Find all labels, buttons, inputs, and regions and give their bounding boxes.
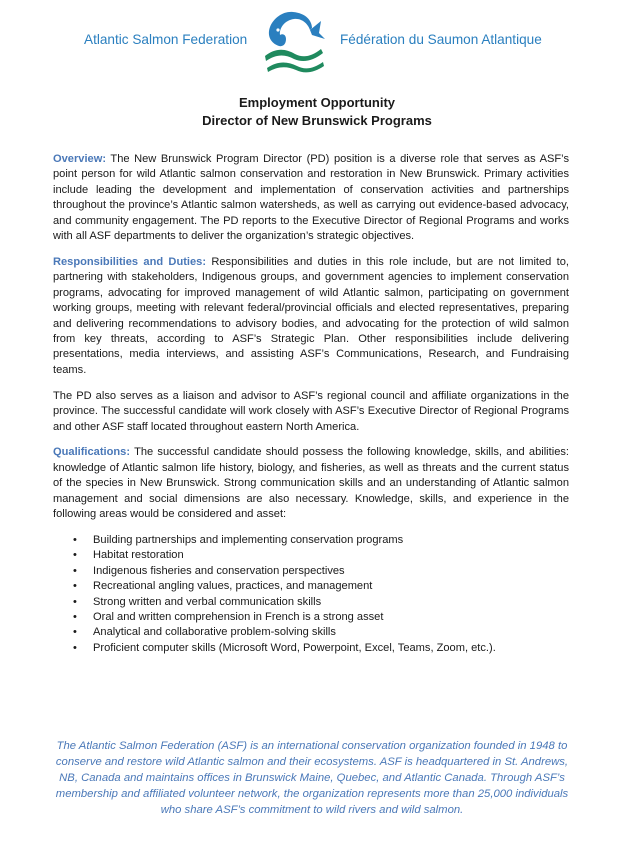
- list-item: • Strong written and verbal communication skills: [53, 595, 569, 610]
- overview-text: The New Brunswick Program Director (PD) position is a diverse role that serves as ASF’s point person for wild Atlantic salmon conservation and restoration in New Brunswick. Primary activities include leading the development and implementation of conservation activities and partnerships throughout the province’s Atlantic salmon watersheds, as well as carrying out evidence-based advocacy, and community engagement. The PD reports to the Executive Director of Regional Programs and works with all ASF departments to deliver the organization’s strategic objectives.: [53, 153, 569, 243]
- wave-top: [265, 49, 323, 61]
- organization-footer: The Atlantic Salmon Federation (ASF) is an international conservation organization founded in 1948 to conserve and restore wild Atlantic salmon and their ecosystems. ASF is headquartered in St. Andrews, NB, Canada and maintains offices in Brunswick Maine, Quebec, and Atlantic Canada. Through ASF’s membership and affiliated volunteer network, the organization represents more than 25,000 individuals who share ASF’s commitment to wild rivers and wild salmon.: [55, 740, 569, 816]
- overview-paragraph: [53, 152, 569, 244]
- liaison-text: The PD also serves as a liaison and advisor to ASF’s regional council and affiliate organizations in the province. The successful candidate will work closely with ASF’s Executive Director of Regional Programs and other ASF staff located throughout eastern North America.: [53, 389, 569, 433]
- salmon-eye: [276, 28, 279, 31]
- overview-label: Overview:: [53, 153, 107, 165]
- qualifications-text: The successful candidate should possess the following knowledge, skills, and abilities: knowledge of Atlantic salmon life history, biology, and fisheries, as well as threats and the current status of the species in New Brunswick. Strong communication skills and an understanding of Atlantic salmon management and social dimensions are also necessary. Knowledge, skills, and experience in the following areas would be considered and asset:: [53, 446, 569, 521]
- qualifications-label: Qualifications:: [53, 446, 131, 459]
- list-item: • Analytical and collaborative problem-solving skills: [53, 625, 569, 640]
- letterhead: [0, 8, 634, 76]
- document-body: [53, 152, 569, 656]
- qualification-list: [53, 533, 569, 656]
- responsibilities-label: Responsibilities and Duties:: [53, 255, 207, 268]
- list-item: • Oral and written comprehension in French is a strong asset: [53, 610, 569, 625]
- page-title: [0, 94, 634, 130]
- salmon-logo-icon: [257, 8, 331, 74]
- title-line-1: Employment Opportunity: [239, 95, 395, 110]
- list-item: • Indigenous fisheries and conservation perspectives: [53, 564, 569, 579]
- salmon-tail: [310, 21, 325, 39]
- responsibilities-paragraph: [53, 255, 569, 378]
- list-item: • Building partnerships and implementing conservation programs: [53, 533, 569, 548]
- qualifications-paragraph: [53, 445, 569, 522]
- list-item: • Habitat restoration: [53, 548, 569, 563]
- wave-bottom: [267, 62, 324, 72]
- responsibilities-text: Responsibilities and duties in this role include, but are not limited to, partnering with stakeholders, Indigenous groups, and government agencies to implement conservation programs, advocating for improved management of wild Atlantic salmon, participating on government working groups, meeting with relevant federal/provincial officials and elected representatives, preparing and delivering recommendations to advisory bodies, and advocating for the protection of wild salmon from key threats, according to ASF’s Strategic Plan. Other responsibilities include delivering presentations, media interviews, and assisting ASF’s Communications, Research, and Fundraising teams.: [53, 255, 569, 376]
- org-name-french: Fédération du Saumon Atlantique: [340, 32, 542, 47]
- org-name-english: Atlantic Salmon Federation: [84, 32, 248, 47]
- salmon-body: [269, 12, 312, 46]
- list-item: • Proficient computer skills (Microsoft Word, Powerpoint, Excel, Teams, Zoom, etc.).: [53, 641, 569, 656]
- list-item: • Recreational angling values, practices, and management: [53, 579, 569, 594]
- title-line-2: Director of New Brunswick Programs: [202, 113, 432, 128]
- liaison-paragraph: [53, 389, 569, 435]
